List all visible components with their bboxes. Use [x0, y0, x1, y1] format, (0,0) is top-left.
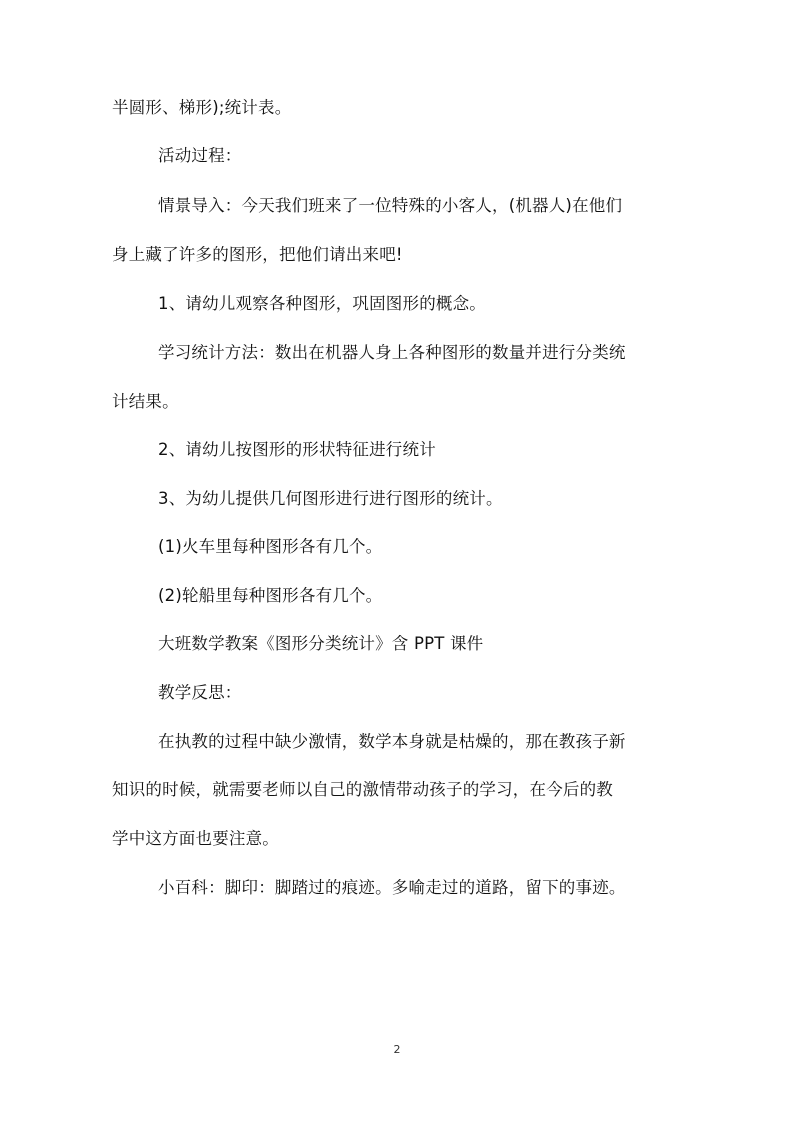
- text-line-5: 1、请幼儿观察各种图形，巩固图形的概念。: [158, 294, 486, 313]
- text-line-2: 活动过程：: [158, 146, 242, 165]
- text-line-6: 学习统计方法：数出在机器人身上各种图形的数量并进行分类统: [158, 343, 626, 362]
- text-line-12: 大班数学教案《图形分类统计》含 PPT 课件: [158, 634, 484, 653]
- text-line-8: 2、请幼儿按图形的形状特征进行统计: [158, 440, 436, 459]
- text-line-11: (2)轮船里每种图形各有几个。: [158, 586, 383, 605]
- text-line-13: 教学反思：: [158, 683, 242, 702]
- text-line-4: 身上藏了许多的图形，把他们请出来吧!: [112, 245, 403, 264]
- text-line-3: 情景导入：今天我们班来了一位特殊的小客人，(机器人)在他们: [158, 196, 623, 215]
- text-line-16: 学中这方面也要注意。: [112, 829, 279, 848]
- text-line-9: 3、为幼儿提供几何图形进行进行图形的统计。: [158, 489, 503, 508]
- text-line-1: 半圆形、梯形);统计表。: [112, 98, 292, 117]
- text-line-14: 在执教的过程中缺少激情，数学本身就是枯燥的，那在教孩子新: [158, 732, 626, 751]
- text-line-17: 小百科：脚印：脚踏过的痕迹。多喻走过的道路，留下的事迹。: [158, 878, 626, 897]
- page-number: 2: [393, 1043, 401, 1056]
- text-line-7: 计结果。: [112, 392, 179, 411]
- text-line-15: 知识的时候，就需要老师以自己的激情带动孩子的学习，在今后的教: [112, 780, 613, 799]
- text-line-10: (1)火车里每种图形各有几个。: [158, 537, 383, 556]
